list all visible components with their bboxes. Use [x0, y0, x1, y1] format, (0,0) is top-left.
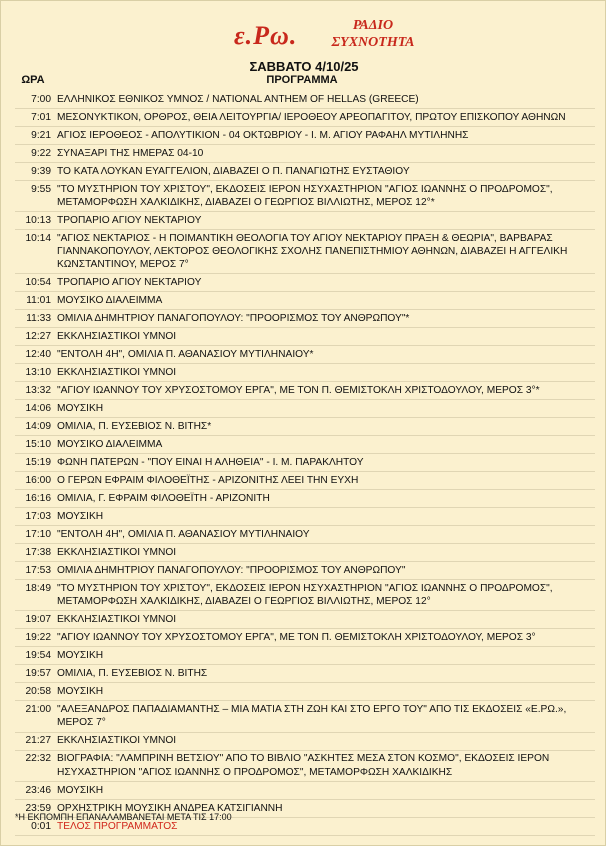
schedule-row: [1, 310, 606, 327]
schedule-row: [1, 472, 606, 489]
row-time: 20:58: [25, 686, 51, 698]
schedule-row: [1, 544, 606, 561]
schedule-row: [1, 145, 606, 162]
row-program: Ο ΓΕΡΩΝ ΕΦΡΑΙΜ ΦΙΛΟΘΕΪΤΗΣ - ΑΡΙΖΟΝΙΤΗΣ ΛΕΕΙ ΤΗΝ ΕΥΧΗ: [57, 475, 359, 487]
schedule-row: [1, 230, 606, 273]
row-time: 10:13: [25, 215, 51, 226]
header-program: ΠΡΟΓΡΑΜΜΑ: [266, 74, 338, 86]
row-program: ΜΟΥΣΙΚΟ ΔΙΑΛΕΙΜΜΑ: [57, 439, 163, 451]
row-program: ΤΡΟΠΑΡΙΟ ΑΓΙΟΥ ΝΕΚΤΑΡΙΟΥ: [57, 277, 202, 289]
schedule-row: [1, 701, 606, 731]
schedule-row: [1, 181, 606, 211]
schedule-row: [1, 562, 606, 579]
row-program: ΕΚΚΛΗΣΙΑΣΤΙΚΟΙ ΥΜΝΟΙ: [57, 614, 177, 626]
schedule-row: [1, 382, 606, 399]
schedule-row: [1, 580, 606, 610]
row-program: ΟΡΧΗΣΤΡΙΚΗ ΜΟΥΣΙΚΗ ΑΝΔΡΕΑ ΚΑΤΣΙΓΙΑΝΝΗ: [57, 802, 283, 814]
row-program: "ΤΟ ΜΥΣΤΗΡΙΟΝ ΤΟΥ ΧΡΙΣΤΟΥ", ΕΚΔΟΣΕΙΣ ΙΕΡΟΝ ΗΣΥΧΑΣΤΗΡΙΟΝ "ΑΓΙΟΣ ΙΩΑΝΝΗΣ Ο ΠΡΟΔΡΟΜΟΣ", ΜΕΤΑΜΟΡΦΩΣΗ ΧΑΛΚΙΔΙΚΗΣ, ΔΙΑΒΑΖΕΙ Ο ΓΕΩΡΓΙΟΣ ΒΙΛΛΙΩΤΗΣ, ΜΕΡΟΣ 12°: [57, 583, 553, 608]
schedule-row: [1, 212, 606, 229]
row-time: 19:57: [25, 668, 51, 680]
schedule-row: [1, 91, 606, 108]
schedule-row: [1, 127, 606, 144]
row-program: ΕΛΛΗΝΙΚΟΣ ΕΘΝΙΚΟΣ ΥΜΝΟΣ / NATIONAL ANTHEM OF HELLAS (GREECE): [57, 93, 419, 105]
row-time: 7:01: [31, 111, 51, 123]
row-time: 17:38: [25, 547, 51, 559]
row-program: "ΕΝΤΟΛΗ 4Η", ΟΜΙΛΙΑ Π. ΑΘΑΝΑΣΙΟΥ ΜΥΤΙΛΗΝΑΙΟΥ: [57, 529, 310, 541]
logo-sub-line2: ΣΥΧΝΟΤΗΤΑ: [331, 35, 415, 50]
row-program: ΑΓΙΟΣ ΙΕΡΟΘΕΟΣ - ΑΠΟΛΥΤΙΚΙΟΝ - 04 ΟΚΤΩΒΡΙΟΥ - Ι. Μ. ΑΓΙΟΥ ΡΑΦΑΗΛ ΜΥΤΙΛΗΝΗΣ: [57, 129, 469, 141]
row-time: 10:14: [25, 232, 51, 244]
row-time: 16:00: [25, 475, 51, 487]
row-program: ΦΩΝΗ ΠΑΤΕΡΩΝ - "ΠΟΥ ΕΙΝΑΙ Η ΑΛΗΘΕΙΑ" - Ι. Μ. ΠΑΡΑΚΛΗΤΟΥ: [57, 457, 364, 469]
schedule-row: [1, 418, 606, 435]
row-program: ΣΥΝΑΞΑΡΙ ΤΗΣ ΗΜΕΡΑΣ 04-10: [57, 147, 204, 159]
station-logo: [1, 15, 606, 55]
schedule-row: [1, 665, 606, 682]
schedule-row: [1, 683, 606, 700]
row-time: 21:00: [25, 704, 51, 716]
logo-subtitle: [328, 17, 418, 51]
schedule-row: [1, 364, 606, 381]
header-time: ΩΡΑ: [21, 74, 45, 86]
row-time: 9:21: [31, 129, 51, 141]
row-program: ΜΟΥΣΙΚΗ: [57, 784, 104, 796]
row-time: 15:10: [25, 439, 51, 451]
row-program: ΕΚΚΛΗΣΙΑΣΤΙΚΟΙ ΥΜΝΟΙ: [57, 735, 177, 747]
schedule-row: [1, 733, 606, 750]
row-program: "ΑΛΕΞΑΝΔΡΟΣ ΠΑΠΑΔΙΑΜΑΝΤΗΣ – ΜΙΑ ΜΑΤΙΑ ΣΤΗ ΖΩΗ ΚΑΙ ΣΤΟ ΕΡΓΟ ΤΟΥ" ΑΠΟ ΤΙΣ ΕΚΔΟΣΕΙΣ «Ε.ΡΩ.», ΜΕΡΟΣ 7°: [57, 704, 567, 729]
row-program: ΕΚΚΛΗΣΙΑΣΤΙΚΟΙ ΥΜΝΟΙ: [57, 331, 177, 343]
schedule-row: [1, 647, 606, 664]
schedule-row: [1, 328, 606, 345]
row-time: 10:54: [25, 277, 51, 289]
schedule-row: [1, 508, 606, 525]
row-time: 19:07: [25, 614, 51, 626]
row-program: ΟΜΙΛΙΑ ΔΗΜΗΤΡΙΟΥ ΠΑΝΑΓΟΠΟΥΛΟΥ: "ΠΡΟΟΡΙΣΜΟΣ ΤΟΥ ΑΝΘΡΩΠΟΥ"*: [57, 313, 410, 325]
schedule-row: [1, 611, 606, 628]
row-time: 13:32: [25, 385, 51, 397]
schedule-date: ΣΑΒΒΑΤΟ 4/10/25: [249, 59, 359, 74]
row-program: ΕΚΚΛΗΣΙΑΣΤΙΚΟΙ ΥΜΝΟΙ: [57, 547, 177, 559]
row-time: 23:59: [25, 802, 51, 814]
row-program: ΜΟΥΣΙΚΗ: [57, 686, 104, 698]
row-time: 11:01: [26, 295, 51, 307]
schedule-row: [1, 400, 606, 417]
row-program: ΒΙΟΓΡΑΦΙΑ: "ΛΑΜΠΡΙΝΗ ΒΕΤΣΙΟΥ" ΑΠΟ ΤΟ ΒΙΒΛΙΟ "ΑΣΚΗΤΕΣ ΜΕΣΑ ΣΤΟΝ ΚΟΣΜΟ", ΕΚΔΟΣΕΙΣ ΙΕΡΟΝ ΗΣΥΧΑΣΤΗΡΙΟΝ "ΑΓΙΟΣ ΙΩΑΝΝΗΣ Ο ΠΡΟΔΡΟΜΟΣ", ΜΕΤΑΜΟΡΦΩΣΗ ΧΑΛΚΙΔΙΚΗΣ: [57, 753, 550, 778]
row-program: ΜΟΥΣΙΚΟ ΔΙΑΛΕΙΜΜΑ: [57, 295, 163, 307]
logo-main-text: ε.Ρω.: [234, 21, 298, 50]
schedule-row: [1, 526, 606, 543]
schedule-row: [1, 629, 606, 646]
row-time: 22:32: [25, 753, 51, 765]
row-time: 12:40: [25, 349, 51, 361]
row-program: ΜΟΥΣΙΚΗ: [57, 511, 104, 523]
table-header: [1, 74, 606, 88]
schedule-row: [1, 292, 606, 309]
schedule-row: [1, 490, 606, 507]
logo-sub-line1: ΡΑΔΙΟ: [352, 18, 394, 33]
row-time: 15:19: [25, 457, 51, 469]
row-program: ΟΜΙΛΙΑ, Γ. ΕΦΡΑΙΜ ΦΙΛΟΘΕΪΤΗ - ΑΡΙΖΟΝΙΤΗ: [57, 493, 270, 505]
row-program: "ΕΝΤΟΛΗ 4Η", ΟΜΙΛΙΑ Π. ΑΘΑΝΑΣΙΟΥ ΜΥΤΙΛΗΝΑΙΟΥ*: [57, 349, 314, 361]
row-program: ΜΟΥΣΙΚΗ: [57, 403, 104, 415]
row-program: ΤΡΟΠΑΡΙΟ ΑΓΙΟΥ ΝΕΚΤΑΡΙΟΥ: [57, 215, 202, 226]
row-time: 18:49: [25, 583, 51, 595]
row-program: ΤΕΛΟΣ ΠΡΟΓΡΑΜΜΑΤΟΣ: [57, 820, 178, 832]
row-program: ΟΜΙΛΙΑ, Π. ΕΥΣΕΒΙΟΣ Ν. ΒΙΤΗΣ*: [57, 421, 212, 433]
row-time: 7:00: [31, 93, 51, 105]
row-program: "ΑΓΙΟΣ ΝΕΚΤΑΡΙΟΣ - Η ΠΟΙΜΑΝΤΙΚΗ ΘΕΟΛΟΓΙΑ ΤΟΥ ΑΓΙΟΥ ΝΕΚΤΑΡΙΟΥ ΠΡΑΞΗ & ΘΕΩΡΙΑ", ΒΑΡΒΑΡΑΣ ΓΙΑΝΝΑΚΟΠΟΥΛΟΥ, ΛΕΚΤΟΡΟΣ ΘΕΟΛΟΓΙΚΗΣ ΣΧΟΛΗΣ ΠΑΝΕΠΙΣΤΗΜΙΟΥ ΑΘΗΝΩΝ, ΔΙΑΒΑΖΕΙ Η ΑΓΓΕΛΙΚΗ ΚΩΝΣΤΑΝΤΙΝΟΥ, ΜΕΡΟΣ 7°: [57, 232, 568, 271]
schedule-row: [1, 274, 606, 291]
row-time: 14:09: [25, 421, 51, 433]
schedule-row: [1, 109, 606, 126]
row-time: 17:03: [25, 511, 51, 523]
row-time: 19:22: [25, 632, 51, 644]
schedule-row: [1, 454, 606, 471]
row-time: 0:01: [31, 820, 51, 832]
row-time: 9:22: [31, 147, 51, 159]
row-time: 21:27: [25, 735, 51, 747]
row-time: 12:27: [25, 331, 51, 343]
row-program: "ΤΟ ΜΥΣΤΗΡΙΟΝ ΤΟΥ ΧΡΙΣΤΟΥ", ΕΚΔΟΣΕΙΣ ΙΕΡΟΝ ΗΣΥΧΑΣΤΗΡΙΟΝ "ΑΓΙΟΣ ΙΩΑΝΝΗΣ Ο ΠΡΟΔΡΟΜΟΣ", ΜΕΤΑΜΟΡΦΩΣΗ ΧΑΛΚΙΔΙΚΗΣ, ΔΙΑΒΑΖΕΙ Ο ΓΕΩΡΓΙΟΣ ΒΙΛΛΙΩΤΗΣ, ΜΕΡΟΣ 12°*: [57, 183, 553, 209]
row-time: 17:53: [25, 565, 51, 577]
row-program: ΤΟ ΚΑΤΑ ΛΟΥΚΑΝ ΕΥΑΓΓΕΛΙΟΝ, ΔΙΑΒΑΖΕΙ Ο Π. ΠΑΝΑΓΙΩΤΗΣ ΕΥΣΤΑΘΙΟΥ: [57, 165, 410, 177]
row-program: ΜΕΣΟΝΥΚΤΙΚΟΝ, ΟΡΘΡΟΣ, ΘΕΙΑ ΛΕΙΤΟΥΡΓΙΑ/ ΙΕΡΟΘΕΟΥ ΑΡΕΟΠΑΓΙΤΟΥ, ΠΡΩΤΟΥ ΕΠΙΣΚΟΠΟΥ ΑΘΗΝΩΝ: [57, 111, 566, 123]
schedule-row: [1, 436, 606, 453]
row-program: "ΑΓΙΟΥ ΙΩΑΝΝΟΥ ΤΟΥ ΧΡΥΣΟΣΤΟΜΟΥ ΕΡΓΑ", ΜΕ ΤΟΝ Π. ΘΕΜΙΣΤΟΚΛΗ ΧΡΙΣΤΟΔΟΥΛΟΥ, ΜΕΡΟΣ 3°*: [57, 385, 540, 397]
schedule-row: [1, 163, 606, 180]
schedule-row: [1, 346, 606, 363]
row-divider: [15, 835, 595, 836]
row-time: 19:54: [25, 650, 51, 662]
footnote: *Η ΕΚΠΟΜΠΗ ΕΠΑΝΑΛΑΜΒΑΝΕΤΑΙ ΜΕΤΑ ΤΙΣ 17:00: [15, 812, 232, 822]
schedule-list: [1, 91, 606, 836]
row-program: ΟΜΙΛΙΑ, Π. ΕΥΣΕΒΙΟΣ Ν. ΒΙΤΗΣ: [57, 668, 208, 680]
row-time: 13:10: [25, 367, 51, 379]
row-program: ΕΚΚΛΗΣΙΑΣΤΙΚΟΙ ΥΜΝΟΙ: [57, 367, 177, 379]
row-time: 14:06: [25, 403, 51, 415]
row-time: 16:16: [25, 493, 51, 505]
row-time: 17:10: [25, 529, 51, 541]
row-program: ΜΟΥΣΙΚΗ: [57, 650, 104, 662]
row-time: 9:55: [31, 183, 51, 195]
row-program: "ΑΓΙΟΥ ΙΩΑΝΝΟΥ ΤΟΥ ΧΡΥΣΟΣΤΟΜΟΥ ΕΡΓΑ", ΜΕ ΤΟΝ Π. ΘΕΜΙΣΤΟΚΛΗ ΧΡΙΣΤΟΔΟΥΛΟΥ, ΜΕΡΟΣ 3°: [57, 632, 536, 644]
row-time: 23:46: [25, 784, 51, 796]
schedule-row: [1, 782, 606, 799]
row-time: 11:33: [26, 313, 51, 325]
row-time: 9:39: [31, 165, 51, 177]
row-program: ΟΜΙΛΙΑ ΔΗΜΗΤΡΙΟΥ ΠΑΝΑΓΟΠΟΥΛΟΥ: "ΠΡΟΟΡΙΣΜΟΣ ΤΟΥ ΑΝΘΡΩΠΟΥ": [57, 565, 406, 577]
schedule-row: [1, 751, 606, 781]
